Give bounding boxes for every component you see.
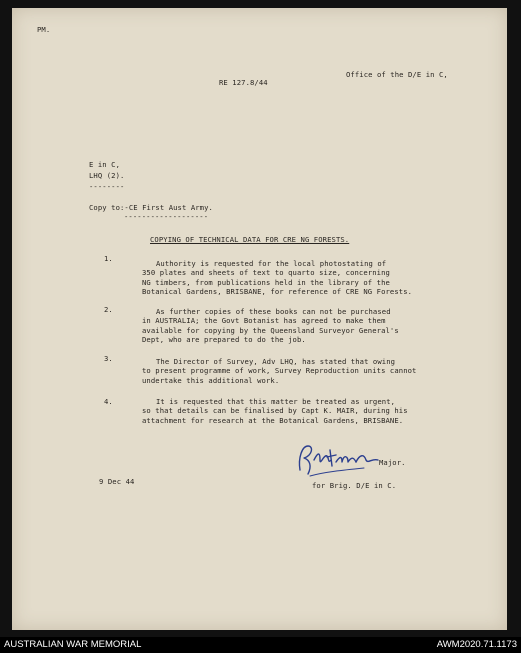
paragraph-number: 4. xyxy=(104,397,113,406)
archive-reference: AWM2020.71.1173 xyxy=(436,639,517,650)
signatory-line: for Brig. D/E in C. xyxy=(312,481,397,490)
paragraph-line: so that details can be finalised by Capt K. MAIR, during his xyxy=(142,406,408,416)
rank-label: Major. xyxy=(379,458,406,467)
paragraph-line: to present programme of work, Survey Reproduction units cannot xyxy=(142,366,417,376)
paragraph-number: 2. xyxy=(104,305,113,314)
paragraph-2 xyxy=(142,307,399,345)
paragraph-4 xyxy=(142,397,408,425)
addressee-rule: -------- xyxy=(89,182,125,191)
archive-name: AUSTRALIAN WAR MEMORIAL xyxy=(4,639,142,650)
signature-image xyxy=(294,440,384,480)
paragraph-line: NG timbers, from publications held in the library of the xyxy=(142,277,390,287)
paragraph-line: It is requested that this matter be treated as urgent, xyxy=(156,397,396,406)
paragraph-3 xyxy=(142,357,417,385)
addressee-line-1: E in C, xyxy=(89,160,120,169)
copy-to-rule: ------------------- xyxy=(124,212,209,221)
paragraph-line: Botanical Gardens, BRISBANE, for reference of CRE NG Forests. xyxy=(142,287,413,297)
paragraph-line: undertake this additional work. xyxy=(142,375,280,385)
subject-heading: COPYING OF TECHNICAL DATA FOR CRE NG FORESTS. xyxy=(150,235,350,244)
paragraph-number: 3. xyxy=(104,354,113,363)
office-heading: Office of the D/E in C, xyxy=(346,70,448,79)
paragraph-line: available for copying by the Queensland Surveyor General's xyxy=(142,325,399,335)
paragraph-number: 1. xyxy=(104,254,113,263)
addressee-line-2: LHQ (2). xyxy=(89,171,125,180)
archive-footer xyxy=(0,637,521,653)
initials: PM. xyxy=(37,25,51,34)
document-page xyxy=(12,8,507,630)
paragraph-line: As further copies of these books can not be purchased xyxy=(156,307,391,316)
copy-to-line: Copy to:-CE First Aust Army. xyxy=(89,203,213,212)
document-date: 9 Dec 44 xyxy=(99,477,135,486)
paragraph-line: Dept, who are prepared to do the job. xyxy=(142,335,306,345)
paragraph-line: attachment for research at the Botanical Gardens, BRISBANE. xyxy=(142,415,404,425)
paragraph-line: 350 plates and sheets of text to quarto size, concerning xyxy=(142,268,390,278)
paragraph-line: The Director of Survey, Adv LHQ, has stated that owing xyxy=(156,357,396,366)
paragraph-line: Authority is requested for the local photostating of xyxy=(156,259,387,268)
paragraph-1 xyxy=(142,259,412,297)
reference-number: RE 127.8/44 xyxy=(219,78,268,87)
paragraph-line: in AUSTRALIA; the Govt Botanist has agreed to make them xyxy=(142,316,386,326)
